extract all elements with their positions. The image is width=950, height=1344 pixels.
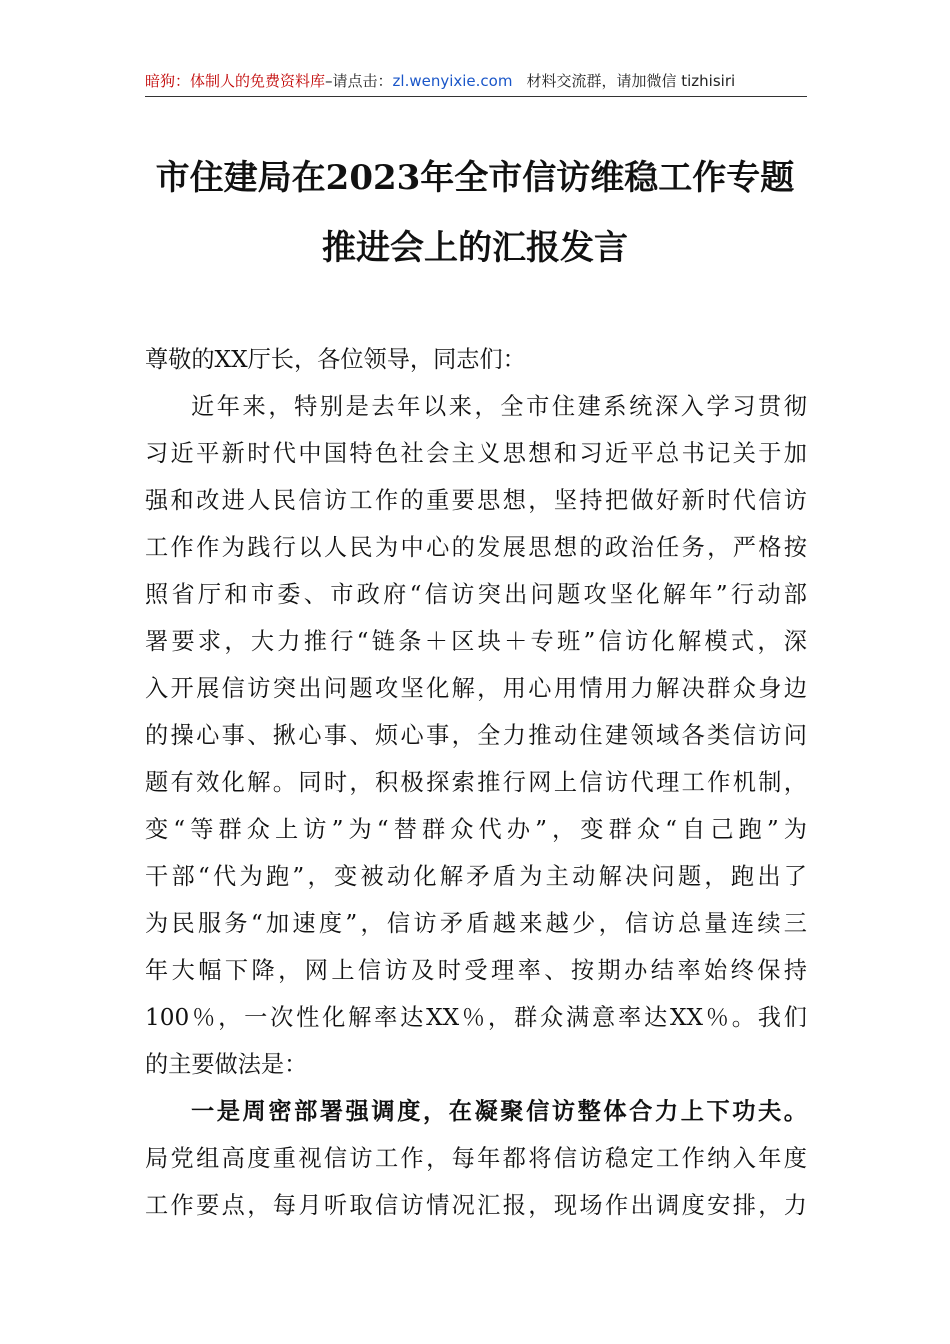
paragraph-line: 强和改进人民信访工作的重要思想，坚持把做好新时代信访 <box>145 487 807 514</box>
salutation: 尊敬的XX厅长，各位领导，同志们： <box>145 346 526 373</box>
paragraph-line: 工作作为践行以人民为中心的发展思想的政治任务，严格按 <box>145 534 807 561</box>
paragraph-line: 局党组高度重视信访工作，每年都将信访稳定工作纳入年度 <box>145 1145 807 1172</box>
document-title-line-2: 推进会上的汇报发言 <box>322 228 628 268</box>
paragraph-line: 100％，一次性化解率达XX％，群众满意率达XX％。我们 <box>145 1004 807 1031</box>
header-click-prefix: –请点击： <box>325 72 393 90</box>
paragraph-line: 习近平新时代中国特色社会主义思想和习近平总书记关于加 <box>145 440 807 467</box>
paragraph-line: 署要求，大力推行“链条＋区块＋专班”信访化解模式，深 <box>145 628 807 655</box>
paragraph-line: 入开展信访突出问题攻坚化解，用心用情用力解决群众身边 <box>145 675 807 702</box>
paragraph-line: 近年来，特别是去年以来，全市住建系统深入学习贯彻 <box>191 393 807 420</box>
paragraph-line: 的操心事、揪心事、烦心事，全力推动住建领域各类信访问 <box>145 722 807 749</box>
document-title-line-1: 市住建局在2023年全市信访维稳工作专题 <box>155 158 795 198</box>
paragraph-line: 变“等群众上访”为“替群众代办”，变群众“自己跑”为 <box>145 816 807 843</box>
paragraph-line: 的主要做法是： <box>145 1051 308 1078</box>
paragraph-line: 年大幅下降，网上信访及时受理率、按期办结率始终保持 <box>145 957 807 984</box>
paragraph-line: 题有效化解。同时，积极探索推行网上信访代理工作机制， <box>145 769 807 796</box>
header-group-text: 材料交流群，请加微信 tizhisiri <box>526 72 736 90</box>
paragraph-line: 干部“代为跑”，变被动化解矛盾为主动解决问题，跑出了 <box>145 863 807 890</box>
page-header <box>145 70 807 97</box>
header-link[interactable]: zl.wenyixie.com <box>392 72 513 90</box>
header-brand: 暗狗：体制人的免费资料库 <box>145 72 326 90</box>
section-heading: 一是周密部署强调度，在凝聚信访整体合力上下功夫。 <box>191 1098 807 1125</box>
paragraph-line: 照省厅和市委、市政府“信访突出问题攻坚化解年”行动部 <box>145 581 807 608</box>
paragraph-line: 为民服务“加速度”，信访矛盾越来越少，信访总量连续三 <box>145 910 807 937</box>
paragraph-line: 工作要点，每月听取信访情况汇报，现场作出调度安排，力 <box>145 1192 807 1219</box>
